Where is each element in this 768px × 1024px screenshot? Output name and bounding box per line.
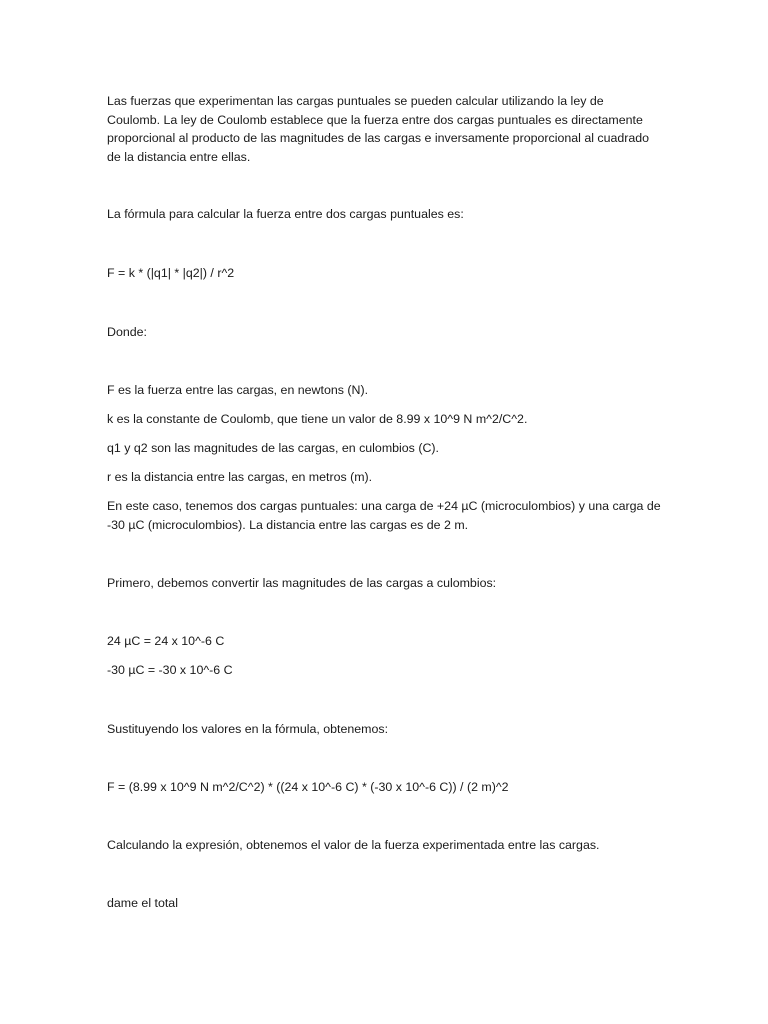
intro-paragraph [107, 92, 667, 166]
case-line: -30 µC (microculombios). La distancia entre las cargas es de 2 m. [107, 517, 469, 532]
definition-item: r es la distancia entre las cargas, en metros (m). [107, 470, 373, 484]
intro-line: Coulomb. La ley de Coulomb establece que la fuerza entre dos cargas puntuales es directamente [107, 112, 643, 127]
conversion-item: -30 µC = -30 x 10^-6 C [107, 663, 233, 677]
conversion-item: 24 µC = 24 x 10^-6 C [107, 634, 225, 648]
formula: F = k * (|q1| * |q2|) / r^2 [107, 266, 235, 280]
calculation-note: Calculando la expresión, obtenemos el valor de la fuerza experimentada entre las cargas. [107, 838, 600, 852]
intro-line: de la distancia entre ellas. [107, 149, 251, 164]
intro-line: proporcional al producto de las magnitudes de las cargas e inversamente proporcional al cuadrado [107, 131, 650, 146]
user-request: dame el total [107, 896, 178, 910]
case-line: En este caso, tenemos dos cargas puntuales: una carga de +24 µC (microculombios) y una carga de [107, 499, 661, 513]
definition-item: F es la fuerza entre las cargas, en newtons (N). [107, 383, 369, 397]
case-paragraph [107, 497, 667, 534]
definition-item: k es la constante de Coulomb, que tiene un valor de 8.99 x 10^9 N m^2/C^2. [107, 412, 528, 426]
convert-intro: Primero, debemos convertir las magnitudes de las cargas a culombios: [107, 576, 497, 590]
definition-item: q1 y q2 son las magnitudes de las cargas, en culombios (C). [107, 441, 439, 455]
intro-line: Las fuerzas que experimentan las cargas puntuales se pueden calcular utilizando la ley de [107, 94, 604, 108]
where-label: Donde: [107, 325, 147, 339]
formula-intro: La fórmula para calcular la fuerza entre dos cargas puntuales es: [107, 207, 464, 221]
substituted-formula: F = (8.99 x 10^9 N m^2/C^2) * ((24 x 10^-6 C) * (-30 x 10^-6 C)) / (2 m)^2 [107, 780, 509, 794]
substitute-intro: Sustituyendo los valores en la fórmula, obtenemos: [107, 722, 389, 736]
